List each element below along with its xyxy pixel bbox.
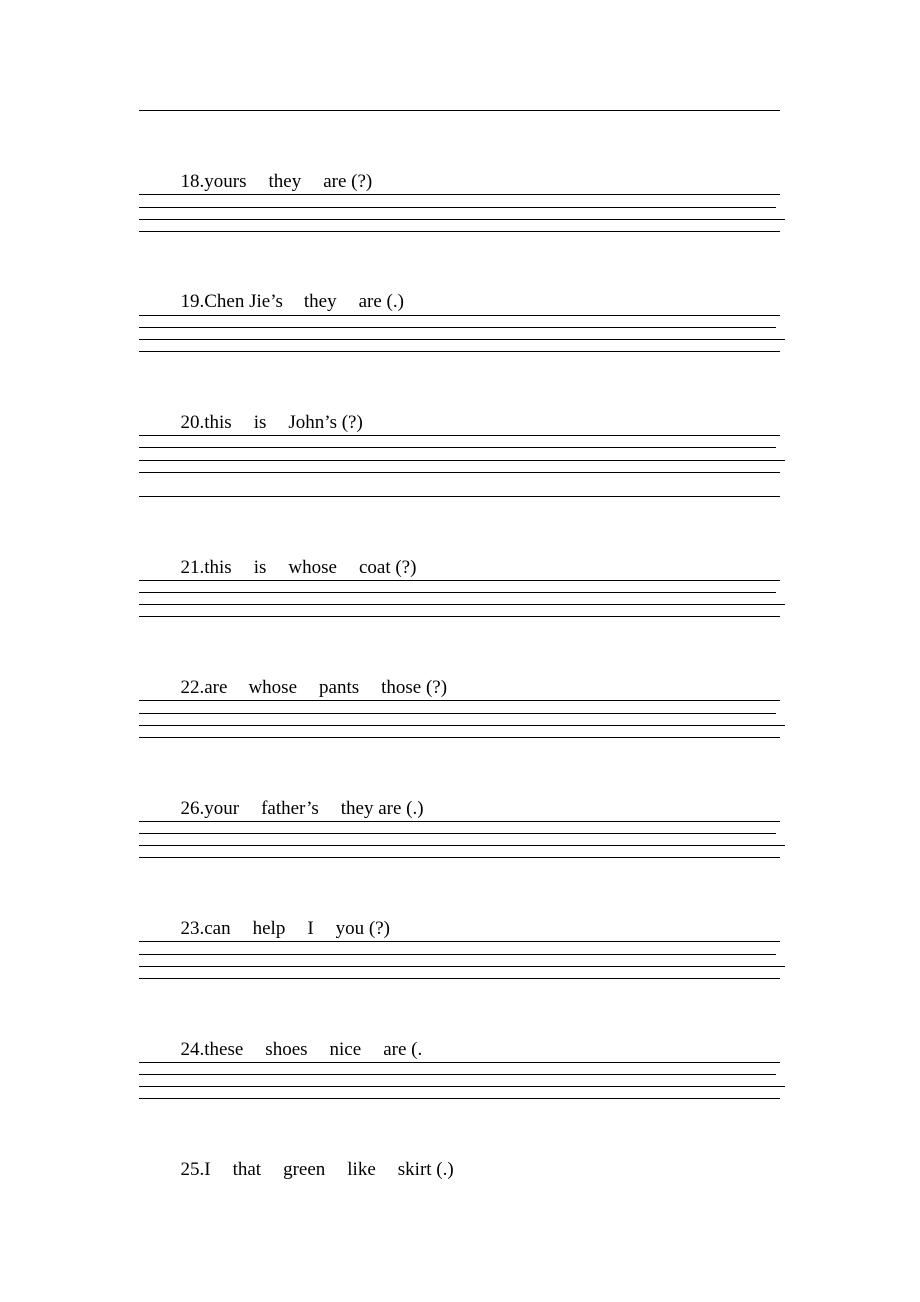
word: are: [204, 677, 228, 698]
answer-line: [139, 351, 780, 352]
answer-line: [139, 845, 785, 846]
question-19: [171, 269, 404, 313]
word: can: [204, 918, 231, 939]
answer-line: [139, 700, 780, 701]
answer-line: [139, 447, 776, 448]
word: is: [253, 557, 267, 578]
question-25: [171, 1137, 454, 1181]
question-number: 18.: [180, 171, 205, 192]
answer-line: [139, 737, 780, 738]
word: that: [232, 1159, 262, 1180]
question-number: 19.: [180, 291, 205, 312]
question-20: [171, 390, 363, 434]
word: I: [204, 1159, 211, 1180]
answer-line: [139, 941, 780, 942]
answer-line: [139, 857, 780, 858]
answer-line: [139, 954, 776, 955]
word: help: [252, 918, 286, 939]
word: this: [204, 557, 232, 578]
question-21: [171, 535, 416, 579]
word: pants: [319, 677, 360, 698]
answer-line: [139, 435, 780, 436]
answer-line: [139, 1074, 776, 1075]
answer-line: [139, 966, 785, 967]
word: John’s (?): [288, 412, 363, 433]
answer-line: [139, 472, 780, 473]
answer-line: [139, 231, 780, 232]
question-number: 26.: [180, 798, 205, 819]
word: those (?): [381, 677, 448, 698]
answer-line: [139, 616, 780, 617]
word: is: [253, 412, 267, 433]
word: like: [347, 1159, 376, 1180]
word: whose: [248, 677, 298, 698]
answer-line: [139, 219, 785, 220]
word: green: [283, 1159, 326, 1180]
word: are (.): [358, 291, 404, 312]
word: skirt (.): [397, 1159, 454, 1180]
question-number: 23.: [180, 918, 205, 939]
word: they are (.): [340, 798, 424, 819]
answer-line: [139, 978, 780, 979]
answer-line: [139, 207, 776, 208]
answer-line: [139, 1098, 780, 1099]
word: yours: [204, 171, 247, 192]
answer-line: [139, 592, 776, 593]
question-26: [171, 776, 424, 820]
answer-line: [139, 1062, 780, 1063]
word: they: [303, 291, 337, 312]
question-number: 25.: [180, 1159, 205, 1180]
answer-line: [139, 725, 785, 726]
word: they: [268, 171, 302, 192]
question-number: 22.: [180, 677, 205, 698]
word: are (?): [323, 171, 373, 192]
answer-line: [139, 604, 785, 605]
word: nice: [329, 1039, 362, 1060]
answer-line: [139, 339, 785, 340]
answer-line: [139, 315, 780, 316]
answer-line: [139, 496, 780, 497]
question-24: [171, 1017, 422, 1061]
answer-line: [139, 580, 780, 581]
question-18: [171, 149, 372, 193]
answer-line: [139, 110, 780, 111]
question-number: 24.: [180, 1039, 205, 1060]
question-23: [171, 896, 390, 940]
answer-line: [139, 713, 776, 714]
word: shoes: [265, 1039, 308, 1060]
answer-line: [139, 833, 776, 834]
word: father’s: [261, 798, 319, 819]
word: are (.: [383, 1039, 423, 1060]
word: this: [204, 412, 232, 433]
answer-line: [139, 194, 780, 195]
answer-line: [139, 460, 785, 461]
answer-line: [139, 327, 776, 328]
answer-line: [139, 1086, 785, 1087]
question-22: [171, 655, 447, 699]
question-number: 21.: [180, 557, 205, 578]
word: I: [307, 918, 314, 939]
word: these: [204, 1039, 244, 1060]
question-number: 20.: [180, 412, 205, 433]
answer-line: [139, 821, 780, 822]
word: Chen Jie’s: [204, 291, 283, 312]
word: whose: [288, 557, 337, 578]
word: you (?): [335, 918, 391, 939]
word: your: [204, 798, 240, 819]
word: coat (?): [358, 557, 417, 578]
